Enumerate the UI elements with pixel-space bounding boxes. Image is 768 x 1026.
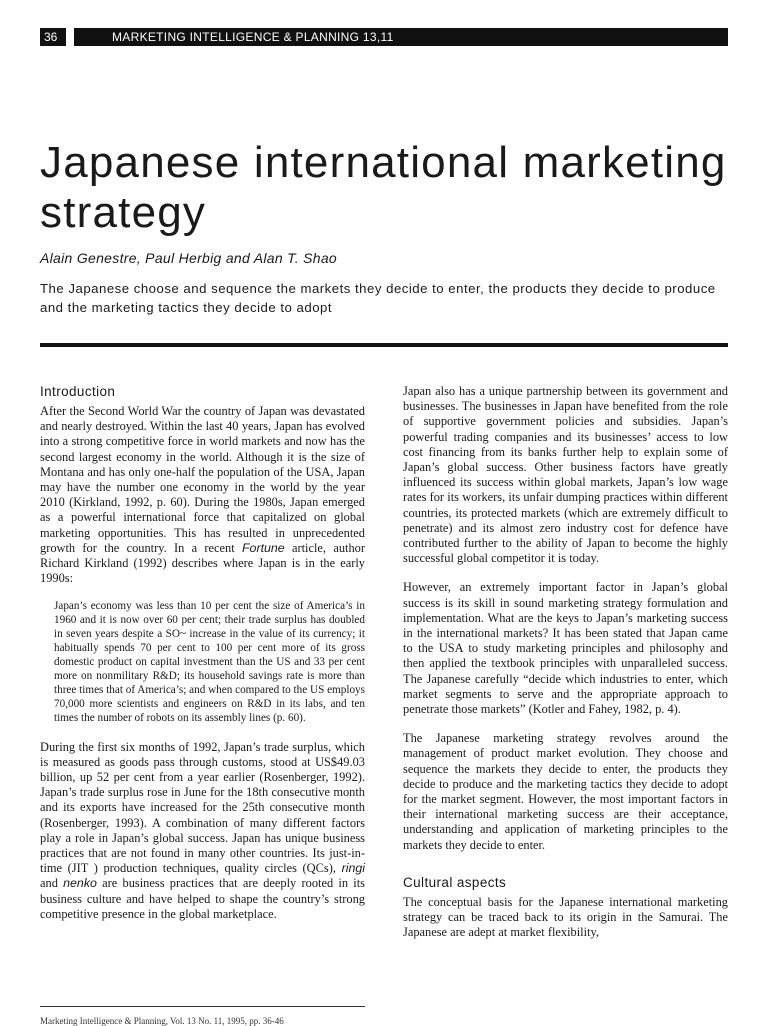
section-divider [40,343,728,347]
ringi-italic: ringi [341,861,365,876]
title-line-2: strategy [40,188,207,237]
right-paragraph-1: Japan also has a unique partnership between its government and businesses. The businesses in Japan have benefited from the role of supportive government policies and subsidies. Japan’s powerful trading companies and its businesses’ access to low cost financing from its banks further help to explain some of Japan’s global success. Other business factors have greatly influenced its success within global markets, Japan’s low wage rates for its workers, its unfair dumping practices within different countries, its protected markets (which are extremely difficult to penetrate) and its almost zero industry cost for defence have contributed further to the ability of Japan to become the highly successful global competitor it is today. [403,384,728,566]
intro-p1-text-b: article, author Richard Kirkland (1992) describes where Japan is in the early 1990s: [40,540,365,586]
article-title [40,138,740,238]
footer-citation: Marketing Intelligence & Planning, Vol. 13 No. 11, 1995, pp. 36-46 [40,1016,284,1026]
right-column [403,384,728,955]
left-column [40,384,365,936]
right-paragraph-4: The conceptual basis for the Japanese international marketing strategy can be traced back to its origin in the Samurai. The Japanese are adept at market flexibility, [403,894,728,940]
heading-introduction: Introduction [40,384,116,399]
intro-paragraph-2 [40,740,365,922]
fortune-italic: Fortune [241,540,285,555]
intro-p2-text-a: During the first six months of 1992, Japan’s trade surplus, which is measured as goods pass through customs, stood at US$49.03 billion, up 52 per cent from a year earlier (Rosenberger, 1992). Japan’s trade surplus rose in June for the 18th consecutive month and its exports have increased for the 25th consecutive month (Rosenberger, 1993). A combination of many different factors play a role in Japan’s global success. Japan has unique business practices that are not found in many other countries. Its just-in-time (JIT ) production techniques, quality circles (QCs), [40,739,365,876]
title-line-1: Japanese international marketing [40,138,727,187]
intro-paragraph-1 [40,404,365,586]
footer-divider [40,1006,365,1007]
intro-p1-text-a: After the Second World War the country of Japan was devastated and nearly destroyed. Within the last 40 years, Japan has evolved into a strong competitive force in world markets and now has the second largest economy in the world. Although it is the size of Montana and has only one-half the population of the USA, Japan may have the number one economy in the world by the year 2010 (Kirkland, 1992, p. 60). During the 1980s, Japan emerged as a powerful international force that capitalized on global marketing opportunities. This has resulted in unprecedented growth for the country. In a recent [40,404,365,555]
block-quote: Japan’s economy was less than 10 per cent the size of America’s in 1960 and it is now over 60 per cent; their trade surplus has doubled in seven years despite a SO~ increase in the value of its currency; it habitually spends 70 per cent to 100 per cent more of its gross domestic product on capital investment than the US and 33 per cent more on nonmilitary R&D; its household savings rate is more than three times that of America’s; and when compared to the US employs 70,000 more scientists and engineers on R&D in its labs, and ten times the number of robots on its assembly lines (p. 60). [54,600,365,724]
article-abstract: The Japanese choose and sequence the markets they decide to enter, the products they decide to produce and the marketing tactics they decide to adopt [40,281,716,315]
nenko-italic: nenko [63,876,97,891]
running-header [40,28,728,46]
heading-cultural-aspects: Cultural aspects [403,874,507,890]
page-number: 36 [44,30,58,44]
right-paragraph-2: However, an extremely important factor in Japan’s global success is its skill in sound marketing strategy formulation and implementation. What are the keys to Japan’s marketing success in the international markets? It has been stated that Japan came to the USA to study marketing principles and philosophy and then applied the textbook principles with unparalleled success. The Japanese carefully “decide which industries to enter, which market segments to serve and the appropriate approach to penetrate those markets” (Kotler and Fahey, 1982, p. 4). [403,580,728,717]
intro-p2-text-b: are business practices that are deeply rooted in its business culture and have helped to shape the country’s strong competitive presence in the global marketplace. [40,876,365,921]
right-paragraph-3: The Japanese marketing strategy revolves around the management of product market evolution. They choose and sequence the markets they decide to enter, the products they decide to produce and the marketing tactics they decide to adopt for the market segment. However, the most important factors in their international marketing success are their acceptance, understanding and application of marketing principles to the markets they decide to enter. [403,731,728,852]
header-divider [66,28,74,46]
article-authors: Alain Genestre, Paul Herbig and Alan T. Shao [40,250,338,266]
journal-name: MARKETING INTELLIGENCE & PLANNING 13,11 [112,30,394,44]
intro-p2-and: and [40,876,64,891]
